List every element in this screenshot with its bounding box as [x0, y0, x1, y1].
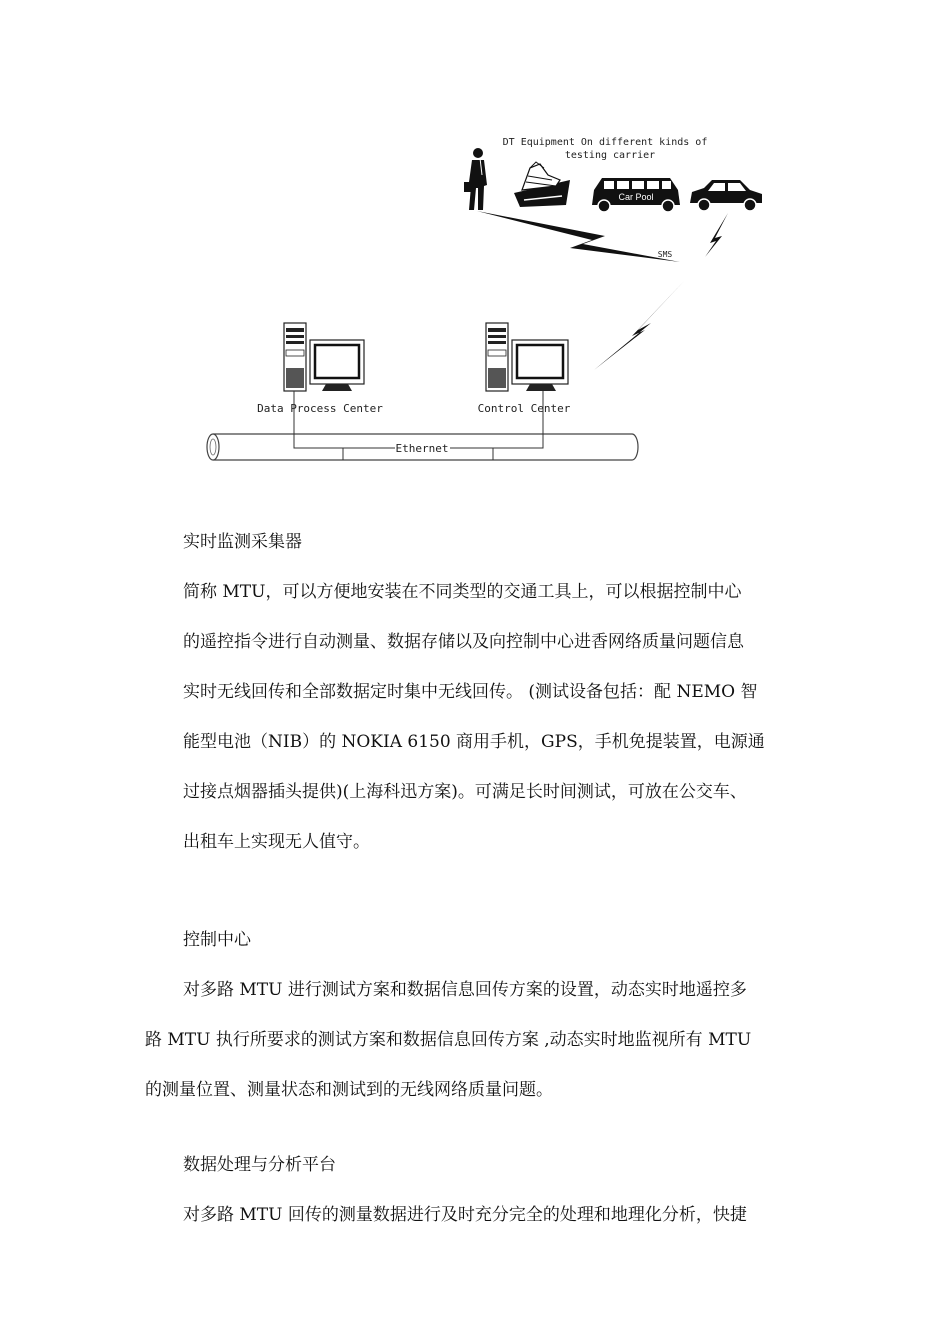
network-diagram: [0, 0, 950, 500]
mtu-line-6: 出租车上实现无人值守。: [183, 832, 370, 852]
car-icon: [690, 180, 762, 211]
platform-line-1: 对多路 MTU 回传的测量数据进行及时充分完全的处理和地理化分析，快捷: [183, 1205, 747, 1225]
platform-heading: 数据处理与分析平台: [183, 1155, 336, 1175]
ship-icon: [514, 162, 570, 207]
ethernet-label: Ethernet: [395, 442, 449, 455]
data-process-center-label: Data Process Center: [257, 402, 383, 415]
lightning-bolt-to-control-center: [594, 280, 685, 370]
control-center-computer-icon: [486, 323, 568, 391]
control-line-3: 的测量位置、测量状态和测试到的无线网络质量问题。: [145, 1080, 553, 1100]
mtu-heading: 实时监测采集器: [183, 532, 302, 552]
data-process-center-computer-icon: [284, 323, 364, 391]
equipment-caption-line1: DT Equipment On different kinds of: [502, 137, 708, 148]
control-line-1: 对多路 MTU 进行测试方案和数据信息回传方案的设置，动态实时地遥控多: [183, 980, 747, 1000]
mtu-line-4: 能型电池（NIB）的 NOKIA 6150 商用手机，GPS，手机免提装置，电源通: [183, 732, 765, 752]
lightning-bolt-from-car: [705, 213, 728, 257]
control-center-label: Control Center: [477, 402, 571, 415]
equipment-caption-line2: testing carrier: [564, 150, 656, 161]
control-line-2: 路 MTU 执行所要求的测试方案和数据信息回传方案 ,动态实时地监视所有 MTU: [145, 1030, 752, 1050]
carpool-label: Car Pool: [618, 192, 654, 202]
mtu-line-1: 简称 MTU，可以方便地安装在不同类型的交通工具上，可以根据控制中心: [183, 582, 742, 602]
mtu-line-3: 实时无线回传和全部数据定时集中无线回传。 (测试设备包括：配 NEMO 智: [183, 682, 758, 702]
mtu-line-5: 过接点烟器插头提供)(上海科迅方案)。可满足长时间测试，可放在公交车、: [183, 782, 747, 802]
control-heading: 控制中心: [183, 930, 251, 950]
carpool-van-icon: [592, 178, 680, 212]
mtu-line-2: 的遥控指令进行自动测量、数据存储以及向控制中心进香网络质量问题信息: [183, 632, 744, 652]
lightning-bolt-from-pedestrian: [477, 211, 680, 262]
sms-label: SMS: [657, 250, 673, 259]
pedestrian-icon: [464, 148, 487, 210]
